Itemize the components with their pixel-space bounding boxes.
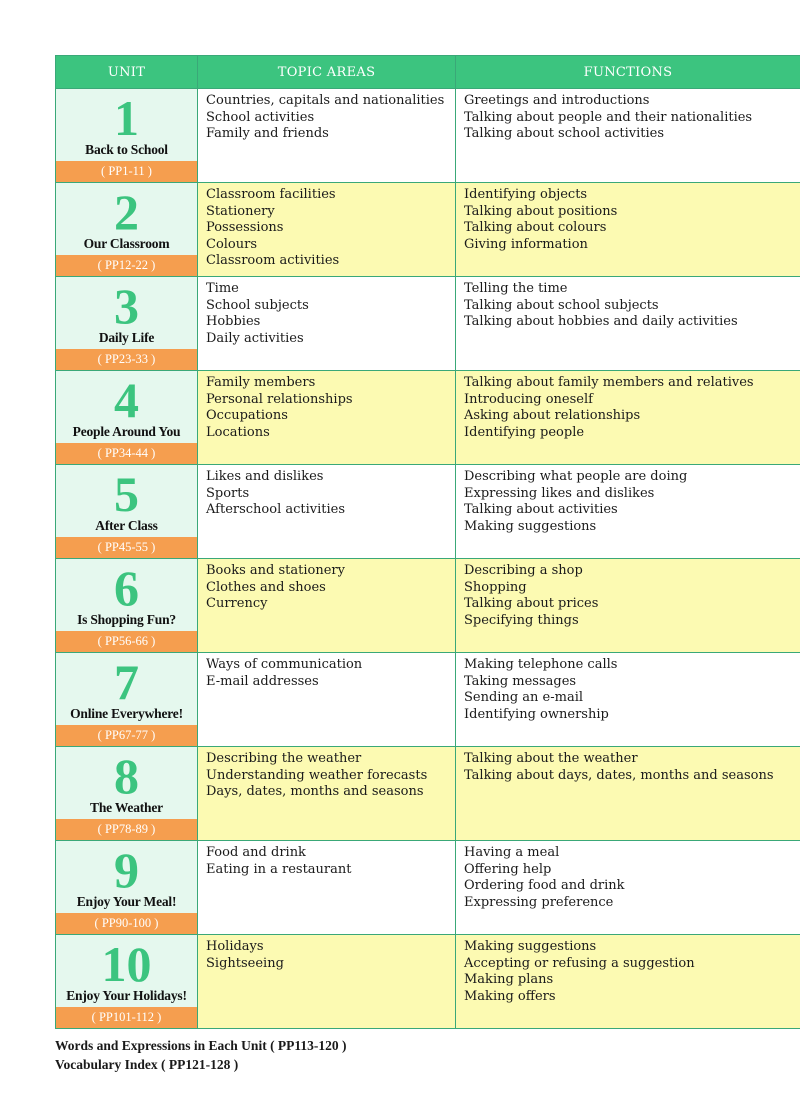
function-item: Expressing preference [464, 894, 614, 910]
unit-row-9 [56, 841, 800, 935]
vocabulary-index-line: Vocabulary Index ( PP121-128 ) [55, 1057, 239, 1072]
topic-areas-cell [198, 559, 456, 653]
header-unit: UNIT [56, 56, 198, 89]
topic-item: Classroom facilities [206, 187, 336, 202]
function-item: Making suggestions [464, 518, 597, 534]
topic-item: Ways of communication [206, 657, 363, 672]
unit-cell [56, 935, 198, 1029]
unit-row-4 [56, 371, 800, 465]
unit-number: 6 [114, 560, 139, 616]
function-item: Greetings and introductions [464, 93, 650, 108]
footer [55, 1036, 347, 1074]
unit-pages: ( PP23-33 ) [56, 349, 197, 370]
unit-number: 8 [114, 748, 139, 804]
unit-title: Is Shopping Fun? [77, 612, 176, 627]
topic-item: Days, dates, months and seasons [206, 784, 424, 799]
unit-cell [56, 183, 198, 277]
topic-areas-cell [198, 935, 456, 1029]
function-item: Asking about relationships [464, 408, 641, 423]
topic-item: Likes and dislikes [206, 469, 324, 484]
function-item: Taking messages [464, 673, 577, 689]
topic-areas-cell [198, 841, 456, 935]
topic-item: Eating in a restaurant [206, 861, 352, 877]
unit-row-3 [56, 277, 800, 371]
topic-item: Sightseeing [206, 955, 284, 971]
function-item: Specifying things [464, 612, 579, 628]
unit-row-10 [56, 935, 800, 1029]
topic-areas-cell [198, 277, 456, 371]
function-item: Expressing likes and dislikes [464, 485, 655, 501]
functions-cell [456, 465, 800, 559]
unit-pages: ( PP45-55 ) [56, 537, 197, 558]
function-item: Talking about positions [464, 203, 618, 219]
functions-cell [456, 653, 800, 747]
function-item: Telling the time [464, 281, 568, 296]
functions-cell [456, 935, 800, 1029]
unit-row-8 [56, 747, 800, 841]
unit-title: The Weather [90, 800, 163, 815]
function-item: Making offers [464, 988, 556, 1004]
topic-item: School activities [206, 109, 315, 125]
header-functions: FUNCTIONS [456, 56, 800, 89]
functions-cell [456, 841, 800, 935]
function-item: Talking about the weather [464, 751, 638, 766]
topic-item: Currency [206, 596, 268, 611]
unit-pages: ( PP101-112 ) [56, 1007, 197, 1028]
unit-title: Enjoy Your Holidays! [66, 988, 187, 1003]
unit-pages: ( PP67-77 ) [56, 725, 197, 746]
functions-cell [456, 747, 800, 841]
topic-item: Sports [206, 485, 250, 501]
function-item: Offering help [464, 861, 552, 877]
topic-item: Occupations [206, 408, 288, 423]
topic-areas-cell [198, 653, 456, 747]
unit-cell [56, 465, 198, 559]
function-item: Talking about people and their nationalities [464, 109, 753, 125]
unit-pages: ( PP1-11 ) [56, 161, 197, 182]
function-item: Talking about colours [464, 220, 607, 235]
unit-row-1 [56, 89, 800, 183]
function-item: Introducing oneself [464, 391, 593, 407]
topic-item: Clothes and shoes [206, 579, 326, 595]
topic-item: Daily activities [206, 330, 304, 346]
unit-pages: ( PP56-66 ) [56, 631, 197, 652]
unit-title: Enjoy Your Meal! [76, 894, 177, 909]
function-item: Talking about school subjects [464, 297, 659, 313]
unit-number: 5 [114, 466, 139, 522]
unit-cell [56, 653, 198, 747]
unit-number: 4 [114, 372, 139, 428]
functions-cell [456, 371, 800, 465]
function-item: Talking about days, dates, months and seasons [464, 767, 774, 783]
unit-number: 10 [101, 936, 152, 992]
topic-item: Holidays [206, 939, 264, 954]
unit-number: 1 [114, 90, 139, 146]
function-item: Talking about school activities [464, 126, 664, 141]
topic-areas-cell [198, 183, 456, 277]
unit-cell [56, 371, 198, 465]
unit-number: 9 [114, 842, 139, 898]
unit-cell [56, 559, 198, 653]
unit-pages: ( PP78-89 ) [56, 819, 197, 840]
topic-item: Personal relationships [206, 391, 353, 407]
unit-title: After Class [95, 518, 158, 533]
unit-title: Online Everywhere! [70, 706, 183, 721]
words-expressions-line: Words and Expressions in Each Unit ( PP113-120 ) [55, 1038, 347, 1053]
unit-title: People Around You [72, 424, 181, 439]
topic-item: Time [206, 281, 239, 296]
unit-row-5 [56, 465, 800, 559]
topic-item: E-mail addresses [206, 673, 319, 689]
function-item: Talking about activities [464, 502, 618, 517]
topic-item: Countries, capitals and nationalities [206, 93, 445, 108]
unit-title: Back to School [85, 142, 168, 157]
unit-cell [56, 277, 198, 371]
functions-cell [456, 183, 800, 277]
unit-row-2 [56, 183, 800, 277]
unit-cell [56, 841, 198, 935]
topic-item: Afterschool activities [206, 502, 346, 517]
topic-item: Understanding weather forecasts [206, 767, 428, 783]
topic-areas-cell [198, 465, 456, 559]
unit-title: Daily Life [98, 330, 155, 345]
function-item: Making plans [464, 972, 554, 987]
unit-cell [56, 747, 198, 841]
topic-item: Colours [206, 236, 258, 252]
topic-item: School subjects [206, 297, 309, 313]
functions-cell [456, 277, 800, 371]
unit-number: 3 [114, 278, 139, 334]
function-item: Accepting or refusing a suggestion [464, 955, 695, 971]
function-item: Making suggestions [464, 939, 597, 954]
header-topic-areas: TOPIC AREAS [198, 56, 456, 89]
topic-areas-cell [198, 371, 456, 465]
function-item: Describing a shop [464, 563, 583, 578]
unit-number: 2 [114, 184, 139, 240]
function-item: Identifying ownership [464, 706, 609, 722]
function-item: Identifying people [464, 424, 585, 440]
unit-pages: ( PP90-100 ) [56, 913, 197, 934]
unit-title: Our Classroom [83, 236, 170, 251]
topic-areas-cell [198, 747, 456, 841]
unit-pages: ( PP12-22 ) [56, 255, 197, 276]
topic-item: Hobbies [206, 314, 261, 329]
header-row [56, 56, 800, 89]
function-item: Describing what people are doing [464, 469, 688, 484]
unit-pages: ( PP34-44 ) [56, 443, 197, 464]
functions-cell [456, 89, 800, 183]
unit-row-6 [56, 559, 800, 653]
function-item: Sending an e-mail [464, 690, 584, 705]
function-item: Identifying objects [464, 187, 588, 202]
topic-item: Books and stationery [206, 563, 345, 578]
function-item: Having a meal [464, 845, 560, 860]
function-item: Giving information [464, 236, 588, 252]
topic-item: Family and friends [206, 126, 329, 141]
function-item: Talking about family members and relatives [464, 375, 754, 390]
function-item: Shopping [464, 579, 527, 595]
topic-item: Classroom activities [206, 253, 340, 268]
topic-item: Stationery [206, 203, 275, 219]
topic-item: Locations [206, 424, 270, 440]
topic-item: Food and drink [206, 845, 306, 860]
topic-item: Describing the weather [206, 751, 362, 766]
function-item: Talking about hobbies and daily activities [464, 314, 738, 329]
contents-table [55, 55, 800, 1029]
topic-item: Family members [206, 375, 316, 390]
function-item: Making telephone calls [464, 657, 618, 672]
topic-areas-cell [198, 89, 456, 183]
function-item: Ordering food and drink [464, 878, 625, 893]
function-item: Talking about prices [464, 596, 599, 611]
topic-item: Possessions [206, 220, 284, 235]
unit-number: 7 [114, 654, 139, 710]
functions-cell [456, 559, 800, 653]
unit-cell [56, 89, 198, 183]
unit-row-7 [56, 653, 800, 747]
